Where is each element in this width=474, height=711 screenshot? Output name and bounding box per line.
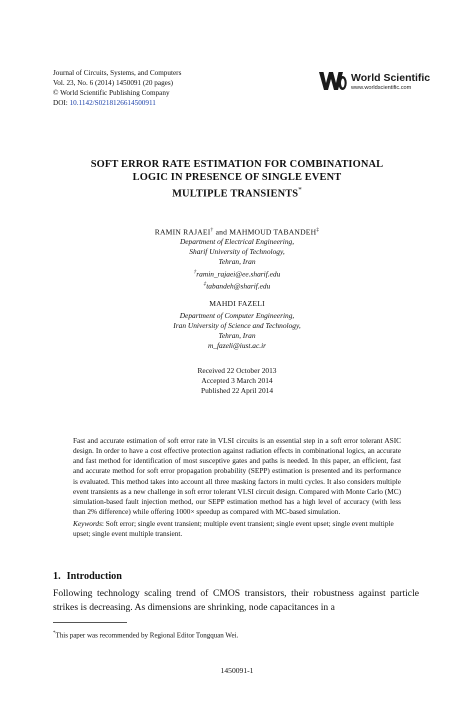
journal-name: Journal of Circuits, Systems, and Computers: [53, 69, 182, 77]
section-title: Introduction: [66, 571, 122, 582]
author-conjunction: and: [215, 227, 228, 237]
abstract: Fast and accurate estimation of soft error rate in VLSI circuits is an essential step in a soft error tolerant ASIC design. In order to have a cost effective protection against radiation effects in combinational logics, an accurate and fast method for identification of most susceptive gates and paths is needed. In this paper, an efficient, fast and accurate method for soft error propagation probability (SEPP) estimation is presented and its performance is evaluated. This method takes into account all three masking factors in multi cycles. It also considers multiple event transients as a new challenge in soft error tolerant VLSI circuit design. Compared with Monte Carlo (MC) simulation-based fault injection method, our SEPP estimation method has a high level of accuracy (with less than 2% difference) while offering 1000× speedup as compared with MC-based simulation.: [73, 436, 401, 517]
publisher-url[interactable]: www.worldscientific.com: [351, 85, 412, 91]
published-date: Published 22 April 2014: [200, 386, 274, 395]
footnote: [53, 629, 238, 640]
affiliation-1-line: Tehran, Iran: [218, 257, 256, 266]
title-line-1: SOFT ERROR RATE ESTIMATION FOR COMBINATIONAL: [90, 159, 384, 170]
publisher-logo: [318, 68, 431, 94]
journal-copyright: © World Scientific Publishing Company: [53, 89, 170, 97]
world-scientific-logo-icon: [318, 69, 348, 93]
section-heading: [53, 571, 122, 582]
footnote-text: This paper was recommended by Regional Editor Tongquan Wei.: [55, 631, 239, 640]
paper-title: [40, 158, 434, 200]
journal-doi: [53, 98, 181, 108]
author-1: RAMIN RAJAEI: [154, 227, 211, 237]
email-2: [40, 279, 434, 291]
email-1: [40, 267, 434, 279]
journal-info: [53, 68, 181, 108]
affiliation-1: [40, 237, 434, 292]
affiliation-1-line: Department of Electrical Engineering,: [179, 237, 295, 246]
doi-label: DOI:: [53, 99, 68, 107]
email-2-text[interactable]: tabandeh@sharif.edu: [206, 281, 271, 291]
page-number: 1450091-1: [220, 666, 254, 675]
publisher-name: World Scientific: [351, 72, 431, 84]
affiliation-2-line: Department of Computer Engineering,: [179, 311, 295, 320]
intro-paragraph: Following technology scaling trend of CMOS transistors, their robustness against particle strikes is decreasing. As dimensions are shrinking, node capacitances in a: [53, 588, 419, 613]
title-footnote-marker[interactable]: *: [298, 186, 302, 194]
keywords: [73, 519, 401, 539]
received-date: Received 22 October 2013: [197, 366, 277, 375]
footnote-rule: [53, 622, 127, 623]
author-1-mark: †: [210, 227, 214, 233]
footnote-marker: *: [53, 631, 56, 636]
keywords-text: : Soft error; single event transient; multiple event transient; single event upset; single event multiple upset; single event multiple transient.: [73, 519, 394, 539]
publication-dates: [40, 366, 434, 396]
title-line-3-text: MULTIPLE TRANSIENTS: [172, 188, 299, 200]
email-1-mark: †: [193, 269, 197, 275]
keywords-label: Keywords: [73, 519, 102, 528]
author-3: MAHDI FAZELI: [209, 299, 265, 308]
accepted-date: Accepted 3 March 2014: [201, 376, 273, 385]
doi-link[interactable]: 10.1142/S0218126614500911: [69, 99, 156, 107]
affiliation-2-line: Tehran, Iran: [218, 331, 256, 340]
title-line-2: LOGIC IN PRESENCE OF SINGLE EVENT: [132, 172, 342, 183]
author-2-mark: ‡: [316, 227, 320, 233]
email-1-text[interactable]: ramin_rajaei@ee.sharif.edu: [196, 269, 281, 279]
affiliation-1-line: Sharif University of Technology,: [189, 247, 285, 256]
email-2-mark: ‡: [203, 281, 207, 288]
section-number: 1.: [53, 571, 61, 582]
journal-volume: Vol. 23, No. 6 (2014) 1450091 (20 pages): [53, 79, 174, 87]
email-3[interactable]: m_fazeli@iust.ac.ir: [207, 341, 267, 350]
affiliation-2-line: Iran University of Science and Technology,: [173, 321, 301, 330]
title-line-3: [40, 184, 434, 200]
affiliation-2: [40, 311, 434, 351]
author-line-1: [40, 225, 434, 238]
author-2: MAHMOUD TABANDEH: [229, 227, 317, 237]
